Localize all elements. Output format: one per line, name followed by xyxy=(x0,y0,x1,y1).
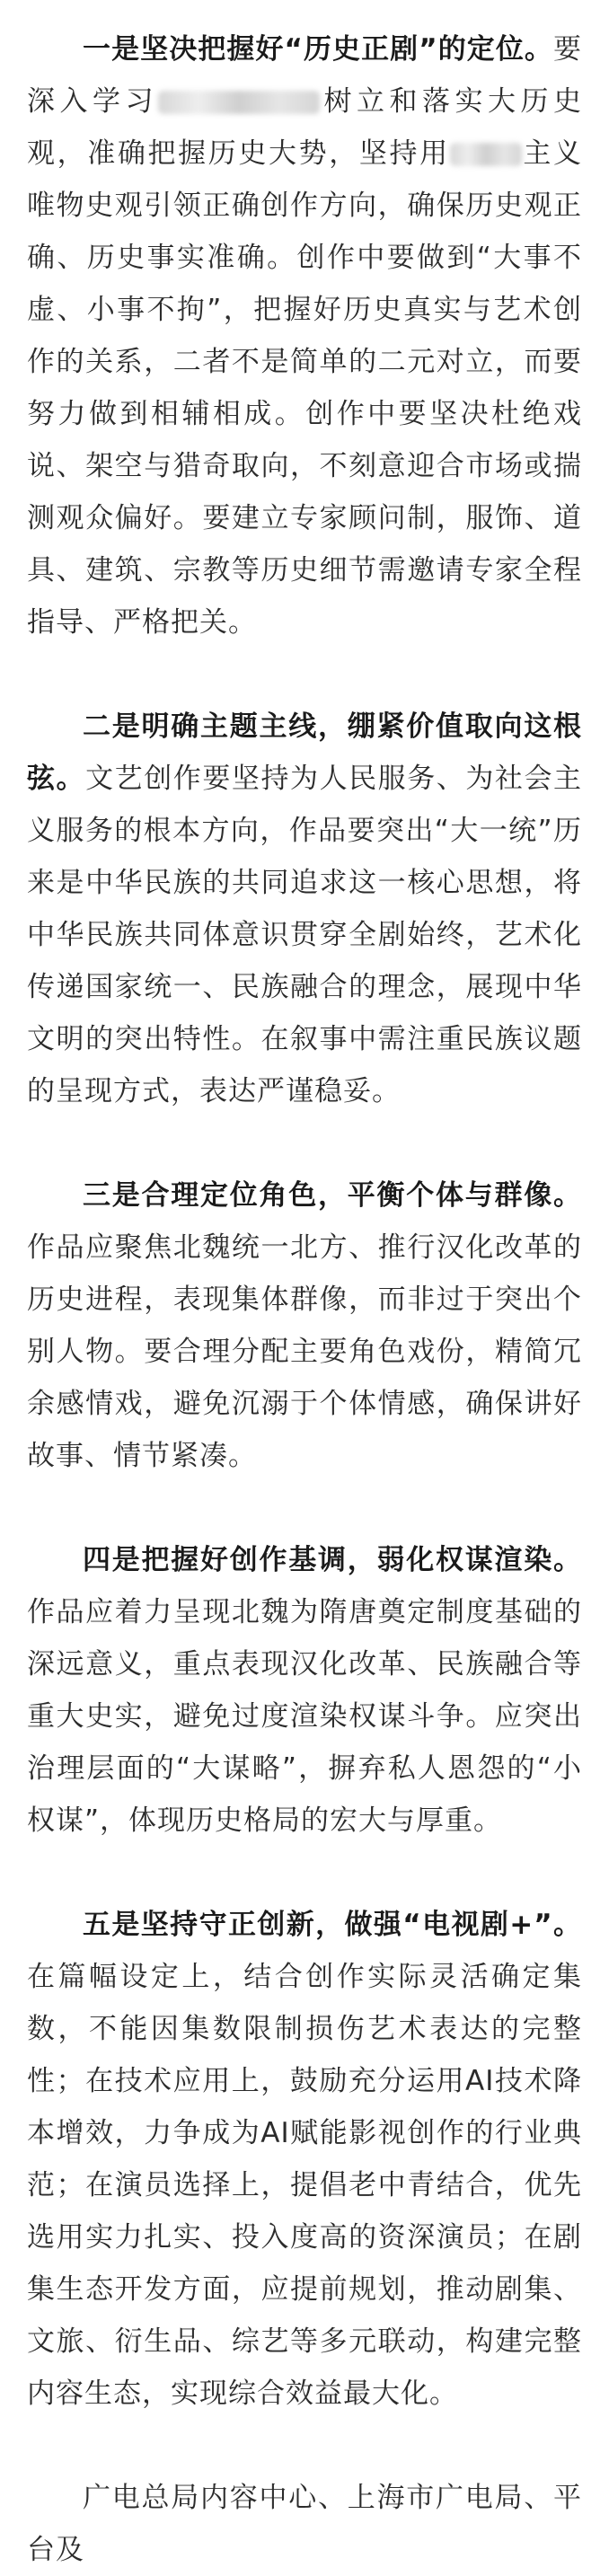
paragraph-6 xyxy=(27,2472,582,2576)
paragraph-4-lead: 四是把握好创作基调，弱化权谋渲染。 xyxy=(83,1544,582,1576)
paragraph-2-lead: 二是明确主题主线，绷紧价值取向这根弦。 xyxy=(27,710,582,795)
paragraph-3 xyxy=(27,1169,582,1482)
paragraph-3-text: 作品应聚焦北魏统一北方、推行汉化改革的历史进程，表现集体群像，而非过于突出个别人物。要合理分配主要角色戏份，精简冗余感情戏，避免沉溺于个体情感，确保讲好故事、情节紧凑。 xyxy=(27,1231,582,1472)
paragraph-1-text-c: 主义唯物史观引领正确创作方向，确保历史观正确、历史事实准确。创作中要做到“大事不虚、小事不拘”，把握好历史真实与艺术创作的关系，二者不是简单的二元对立，而要努力做到相辅相成。创作中要坚决杜绝戏说、架空与猎奇取向，不刻意迎合市场或揣测观众偏好。要建立专家顾问制，服饰、道具、建筑、宗教等历史细节需邀请专家全程指导、严格把关。 xyxy=(27,137,582,639)
paragraph-1-lead: 一是坚决把握好“历史正剧”的定位。 xyxy=(83,33,553,66)
paragraph-5-text: 在篇幅设定上，结合创作实际灵活确定集数，不能因集数限制损伤艺术表达的完整性；在技术应用上，鼓励充分运用AI技术降本增效，力争成为AI赋能影视创作的行业典范；在演员选择上，提倡老中青结合，优先选用实力扎实、投入度高的资深演员；在剧集生态开发方面，应提前规划，推动剧集、文旅、衍生品、综艺等多元联动，构建完整内容生态，实现综合效益最大化。 xyxy=(27,1961,582,2410)
paragraph-4 xyxy=(27,1534,582,1847)
redacted-blur xyxy=(450,143,522,166)
paragraph-2 xyxy=(27,701,582,1117)
paragraph-3-lead: 三是合理定位角色，平衡个体与群像。 xyxy=(83,1179,582,1212)
paragraph-5-lead: 五是坚持守正创新，做强“电视剧+”。 xyxy=(83,1909,582,1941)
redacted-blur xyxy=(158,91,320,114)
paragraph-1-text-a: 要深入学习 xyxy=(27,33,582,118)
paragraph-4-text: 作品应着力呈现北魏为隋唐奠定制度基础的深远意义，重点表现汉化改革、民族融合等重大史实，避免过度渲染权谋斗争。应突出治理层面的“大谋略”，摒弃私人恩怨的“小权谋”，体现历史格局的宏大与厚重。 xyxy=(27,1596,582,1837)
paragraph-5 xyxy=(27,1899,582,2420)
paragraph-1 xyxy=(27,0,582,648)
paragraph-6-text: 广电总局内容中心、上海市广电局、平台及 xyxy=(27,2482,582,2566)
paragraph-2-text: 文艺创作要坚持为人民服务、为社会主义服务的根本方向，作品要突出“大一统”历来是中华民族的共同追求这一核心思想，将中华民族共同体意识贯穿全剧始终，艺术化传递国家统一、民族融合的理念，展现中华文明的突出特性。在叙事中需注重民族议题的呈现方式，表达严谨稳妥。 xyxy=(27,763,583,1107)
paragraph-1-text-b: 树立和落实大历史观，准确把握历史大势，坚持用 xyxy=(27,85,582,170)
